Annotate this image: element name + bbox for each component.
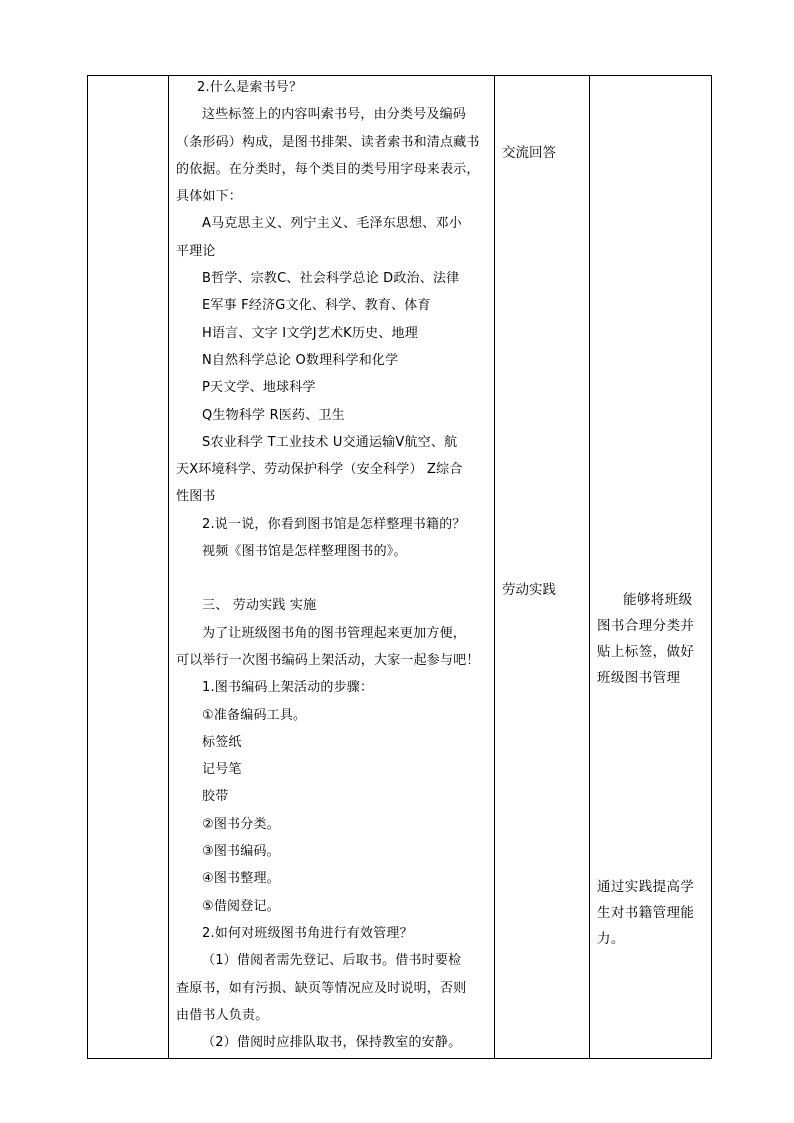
classification-line: P天文学、地球科学 bbox=[202, 380, 316, 396]
left-empty-cell bbox=[88, 76, 169, 1059]
lesson-plan-table bbox=[87, 75, 712, 1059]
paragraph-line: 可以举行一次图书编码上架活动，大家一起参与吧！ bbox=[176, 652, 480, 668]
tool-item: 胶带 bbox=[202, 789, 229, 805]
table-row bbox=[88, 76, 712, 1059]
teaching-content bbox=[169, 74, 494, 1056]
step-item: ⑤借阅登记。 bbox=[202, 898, 280, 914]
classification-line: H语言、文字 I文学J艺术K历史、地理 bbox=[202, 325, 418, 341]
paragraph-line: 为了让班级图书角的图书管理起来更加方便， bbox=[202, 625, 467, 641]
goal-text-2: 通过实践提高学生对书籍管理能力。 bbox=[597, 879, 695, 947]
rule-line: （1）借阅者需先登记、后取书。借书时要检 bbox=[202, 953, 462, 969]
steps-heading: 1.图书编码上架活动的步骤： bbox=[202, 680, 374, 696]
tool-item: 记号笔 bbox=[202, 762, 242, 778]
activity-practice: 劳动实践 bbox=[502, 582, 556, 598]
section-question: 2.什么是索书号？ bbox=[197, 80, 303, 95]
question-line: 2.如何对班级图书角进行有效管理？ bbox=[202, 925, 413, 941]
classification-line: 性图书 bbox=[176, 489, 216, 505]
classification-line: B哲学、宗教C、社会科学总论 D政治、法律 bbox=[202, 271, 460, 287]
teaching-content-cell bbox=[169, 76, 495, 1059]
rule-line: （2）借阅时应排队取书，保持教室的安静。 bbox=[202, 1035, 462, 1051]
question-line: 2.说一说，你看到图书馆是怎样整理书籍的？ bbox=[202, 516, 466, 532]
classification-line: N自然科学总论 O数理科学和化学 bbox=[202, 352, 399, 368]
tool-item: 标签纸 bbox=[202, 734, 242, 750]
step-item: ①准备编码工具。 bbox=[202, 707, 307, 723]
step-item: ②图书分类。 bbox=[202, 816, 280, 832]
student-activity-cell bbox=[495, 76, 590, 1059]
paragraph-line: 这些标签上的内容叫索书号，由分类号及编码 bbox=[202, 107, 467, 123]
goal-text-1: 能够将班级图书合理分类并贴上标签，做好班级图书管理 bbox=[597, 592, 695, 686]
classification-line: E军事 F经济G文化、科学、教育、体育 bbox=[202, 298, 431, 314]
video-line: 视频《图书馆是怎样整理图书的》。 bbox=[202, 544, 407, 560]
paragraph-line: 的依据。在分类时，每个类目的类号用字母来表示， bbox=[176, 161, 480, 177]
section-heading: 三、 劳动实践 实施 bbox=[202, 598, 317, 614]
step-item: ③图书编码。 bbox=[202, 844, 280, 860]
classification-line: 天X环境科学、劳动保护科学（安全科学） Z综合 bbox=[176, 462, 463, 478]
paragraph-line: （条形码）构成，是图书排架、读者索书和清点藏书 bbox=[176, 134, 480, 150]
activity-answer: 交流回答 bbox=[502, 145, 556, 161]
rule-line: 查原书，如有污损、缺页等情况应及时说明，否则 bbox=[176, 980, 467, 996]
spacer bbox=[176, 565, 488, 592]
classification-line: Q生物科学 R医药、卫生 bbox=[202, 407, 345, 423]
design-intent-cell bbox=[590, 76, 712, 1059]
classification-line: A马克思主义、列宁主义、毛泽东思想、邓小 bbox=[202, 216, 462, 232]
classification-line: 平理论 bbox=[176, 243, 216, 259]
classification-line: S农业科学 T工业技术 U交通运输V航空、航 bbox=[202, 434, 458, 450]
step-item: ④图书整理。 bbox=[202, 871, 280, 887]
rule-line: 由借书人负责。 bbox=[176, 1007, 269, 1023]
paragraph-line: 具体如下： bbox=[176, 189, 243, 205]
